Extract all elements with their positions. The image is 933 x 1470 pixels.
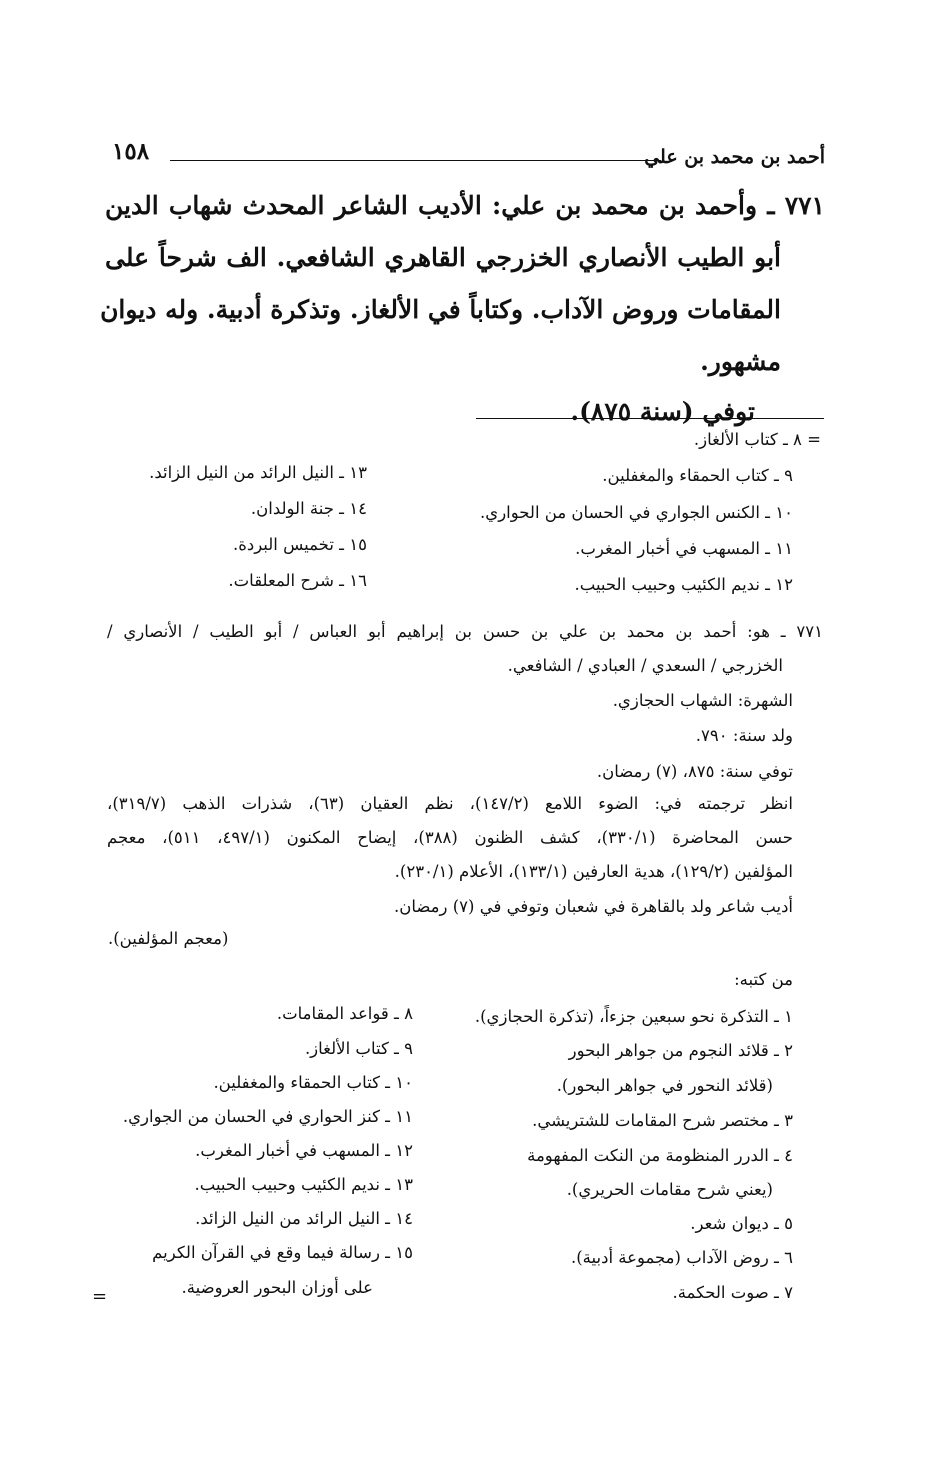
entry-line-3: المقامات وروض الآداب. وكتاباً في الألغاز. وتذكرة أدبية. وله ديوان xyxy=(100,295,781,324)
book-item: ٢ ـ قلائد النجوم من جواهر البحور xyxy=(568,1041,793,1060)
entry-line-1: ٧٧١ ـ وأحمد بن محمد بن علي: الأديب الشاعر المحدث شهاب الدين xyxy=(105,191,825,220)
fn2-line: ٧٧١ ـ هو: أحمد بن محمد بن علي بن حسن بن إبراهيم أبو العباس / أبو الطيب / الأنصاري / xyxy=(107,622,823,641)
page-number: ١٥٨ xyxy=(112,138,150,165)
book-item: ٨ ـ قواعد المقامات. xyxy=(276,1004,413,1023)
fn2-line: الشهرة: الشهاب الحجازي. xyxy=(612,691,793,710)
book-item: ١٣ ـ نديم الكئيب وحبيب الحبيب. xyxy=(194,1175,413,1194)
fn1-item: = ٨ ـ كتاب الألغاز. xyxy=(693,430,821,449)
fn1-item: ١٢ ـ نديم الكئيب وحبيب الحبيب. xyxy=(574,575,793,594)
fn2-line: توفي سنة: ٨٧٥، (٧) رمضان. xyxy=(596,762,793,781)
fn1-item: ١٥ ـ تخميس البردة. xyxy=(232,535,367,554)
book-item: ٦ ـ روض الآداب (مجموعة أدبية). xyxy=(571,1248,793,1267)
entry-line-4: مشهور. xyxy=(700,347,781,376)
footnote-separator xyxy=(476,418,824,419)
main-entry xyxy=(100,180,825,430)
book-item: (يعني شرح مقامات الحريري). xyxy=(566,1180,773,1199)
fn1-item: ١٦ ـ شرح المعلقات. xyxy=(228,571,367,590)
book-item: على أوزان البحور العروضية. xyxy=(181,1278,373,1297)
book-item: ١٤ ـ النيل الرائد من النيل الزائد. xyxy=(195,1209,413,1228)
fn1-item: ١٣ ـ النيل الرائد من النيل الزائد. xyxy=(149,463,367,482)
continuation-mark: = xyxy=(92,1286,108,1307)
fn2-line: أديب شاعر ولد بالقاهرة في شعبان وتوفي في (٧) رمضان. xyxy=(393,897,793,916)
source-citation: (معجم المؤلفين). xyxy=(108,929,229,948)
fn1-item: ١٠ ـ الكنس الجواري في الحسان من الحواري. xyxy=(480,503,793,522)
book-item: ٣ ـ مختصر شرح المقامات للشتريشي. xyxy=(532,1111,793,1130)
fn1-item: ١١ ـ المسهب في أخبار المغرب. xyxy=(575,539,793,558)
book-item: ٧ ـ صوت الحكمة. xyxy=(672,1283,793,1302)
book-item: ٩ ـ كتاب الألغاز. xyxy=(304,1039,413,1058)
books-heading: من كتبه: xyxy=(734,970,793,989)
fn2-line: انظر ترجمته في: الضوء اللامع (١٤٧/٢)، نظم العقيان (٦٣)، شذرات الذهب (٣١٩/٧)، xyxy=(107,794,793,813)
running-title: أحمد بن محمد بن علي xyxy=(644,146,825,168)
fn1-item: ١٤ ـ جنة الولدان. xyxy=(250,499,367,518)
book-item: ٥ ـ ديوان شعر. xyxy=(690,1214,793,1233)
fn1-item: ٩ ـ كتاب الحمقاء والمغفلين. xyxy=(602,466,793,485)
book-item: ١٢ ـ المسهب في أخبار المغرب. xyxy=(195,1141,413,1160)
entry-line-2: أبو الطيب الأنصاري الخزرجي القاهري الشافعي. الف شرحاً على xyxy=(105,243,781,272)
fn2-line: الخزرجي / السعدي / العبادي / الشافعي. xyxy=(507,656,783,675)
entry-line-5: توفي (سنة ٨٧٥). xyxy=(570,397,755,426)
fn2-line: حسن المحاضرة (٣٣٠/١)، كشف الظنون (٣٨٨)، إيضاح المكنون (٤٩٧/١، ٥١١)، معجم xyxy=(107,828,794,847)
book-item: (قلائد النحور في جواهر البحور). xyxy=(556,1076,773,1095)
fn2-line: ولد سنة: ٧٩٠. xyxy=(695,726,793,745)
book-item: ١١ ـ كنز الحواري في الحسان من الجواري. xyxy=(122,1107,413,1126)
book-item: ١٥ ـ رسالة فيما وقع في القرآن الكريم xyxy=(152,1243,413,1262)
fn2-line: المؤلفين (١٢٩/٢)، هدية العارفين (١٣٣/١)، الأعلام (٢٣٠/١). xyxy=(394,862,793,881)
header-rule xyxy=(170,160,661,161)
book-item: ٤ ـ الدرر المنظومة من النكت المفهومة xyxy=(527,1146,793,1165)
book-item: ١٠ ـ كتاب الحمقاء والمغفلين. xyxy=(213,1073,413,1092)
book-item: ١ ـ التذكرة نحو سبعين جزءاً، (تذكرة الحجازي). xyxy=(474,1007,793,1026)
